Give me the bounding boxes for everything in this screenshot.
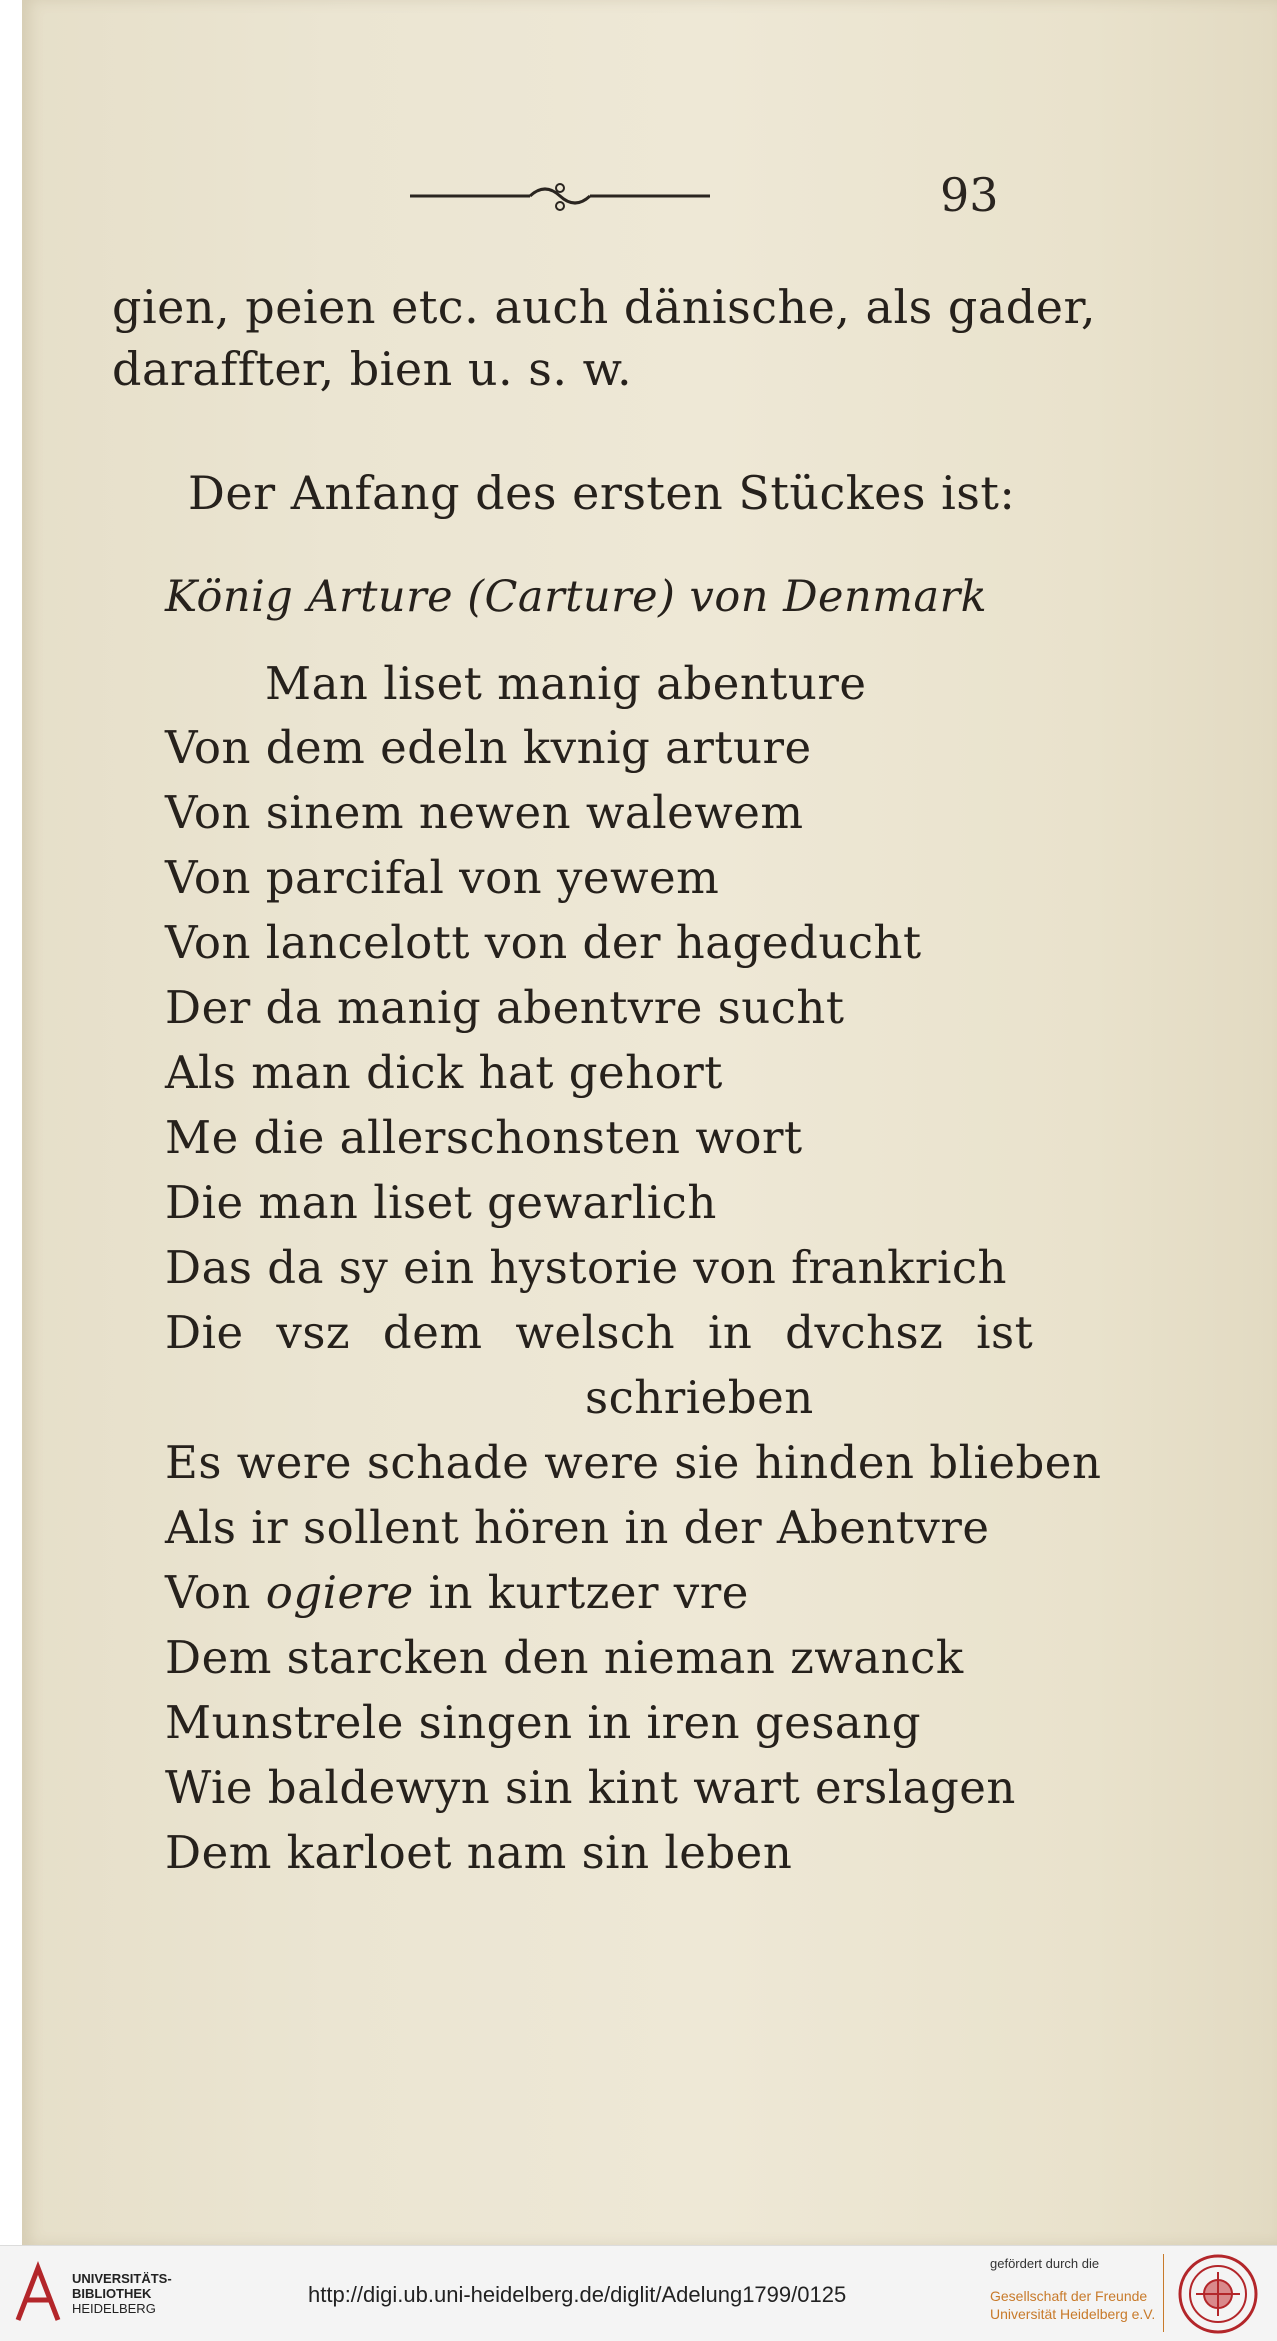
- library-name-line-1: UNIVERSITÄTS-: [72, 2271, 172, 2286]
- poem-line: Munstrele singen in iren gesang: [165, 1696, 922, 1749]
- library-name-line-3: HEIDELBERG: [72, 2301, 156, 2316]
- sponsor-label: gefördert durch die: [990, 2256, 1100, 2271]
- poem-line: Als ir sollent hören in der Abentvre: [165, 1501, 990, 1554]
- poem-line-continuation: schrieben: [585, 1371, 814, 1424]
- poem-line: Von parcifal von yewem: [165, 851, 720, 904]
- university-seal-icon: [1176, 2252, 1260, 2336]
- poem-line: Der da manig abentvre sucht: [165, 981, 845, 1034]
- poem-line: Me die allerschonsten wort: [165, 1111, 803, 1164]
- poem-line: Dem karloet nam sin leben: [165, 1826, 793, 1879]
- sponsor-name-line-2: Universität Heidelberg e.V.: [990, 2306, 1156, 2322]
- poem-line: Von lancelott von der hageducht: [165, 916, 922, 969]
- poem-italic-name: ogiere: [265, 1566, 414, 1619]
- poem-line: Von dem edeln kvnig arture: [165, 721, 812, 774]
- poem-line: Wie baldewyn sin kint wart erslagen: [165, 1761, 1016, 1814]
- library-logo-icon: [12, 2260, 64, 2328]
- ornament-divider-icon: [410, 180, 710, 212]
- poem-line: Die man liset gewarlich: [165, 1176, 717, 1229]
- poem-text: in kurtzer vre: [413, 1566, 749, 1619]
- document-url-link[interactable]: http://digi.ub.uni-heidelberg.de/diglit/Adelung1799/0125: [308, 2282, 847, 2307]
- poem-text: Von: [165, 1566, 266, 1619]
- intro-line-2: daraffter, bien u. s. w.: [112, 342, 633, 396]
- poem-line: Man liset manig abenture: [265, 657, 867, 710]
- anfang-sentence: Der Anfang des ersten Stückes ist:: [188, 466, 1016, 520]
- footer-divider: [1163, 2254, 1164, 2332]
- poem-line: Das da sy ein hystorie von frankrich: [165, 1241, 1008, 1294]
- poem-line: Als man dick hat gehort: [165, 1046, 723, 1099]
- poem-line: Von sinem newen walewem: [165, 786, 804, 839]
- poem-line: Die vsz dem welsch in dvchsz ist: [165, 1306, 1034, 1359]
- intro-line-1: gien, peien etc. auch dänische, als gader,: [112, 280, 1097, 334]
- poem-line: [165, 1566, 749, 1619]
- poem-line: Es were schade were sie hinden blieben: [165, 1436, 1102, 1489]
- poem-title: König Arture (Carture) von Denmark: [165, 572, 988, 622]
- sponsor-name-line-1: Gesellschaft der Freunde: [990, 2288, 1148, 2304]
- library-name-line-2: BIBLIOTHEK: [72, 2286, 152, 2301]
- page-number: 93: [940, 168, 999, 222]
- poem-line: Dem starcken den nieman zwanck: [165, 1631, 964, 1684]
- viewer-footer: [0, 2245, 1277, 2341]
